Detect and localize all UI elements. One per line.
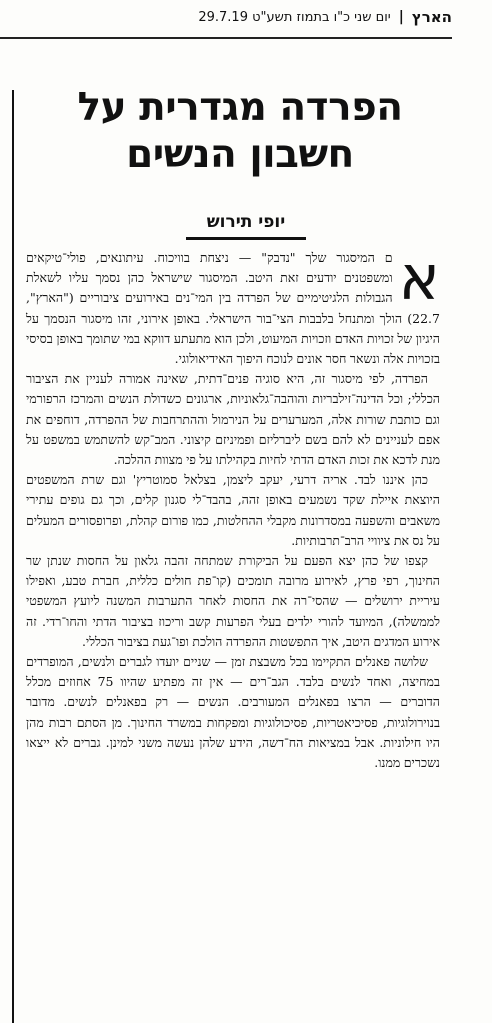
column-rule — [12, 90, 14, 1023]
paragraph — [26, 241, 440, 369]
article-headline — [20, 84, 460, 178]
page-header — [0, 0, 460, 34]
newspaper-name: הארץ — [411, 8, 452, 26]
date-line: יום שני כ"ו בתמוז תשע"ט 29.7.19 — [198, 9, 391, 25]
author-byline: יופי תירוש — [186, 212, 306, 240]
paragraph-text: ם המיסגור שלך "נדבק" — ניצחת בוויכוח. עיתונאים, פולי־טיקאים ומשפטנים יודעים זאת היטב. המיסגור שישראל כהן נסמך עליו לשאלת הגבולות הלגיטימיים של הפרדה בין המי־נים באירועים ציבוריים ("הארץ", 22.7) הולך ומתנחל בלבבות הצי־בור הישראלי. באופן אירוני, זהו מיסגור הנסמך על היגיון של זכויות האדם וזכויות המיעוט, ולכן הוא מתעתע דווקא במי שתומך באופן בסיסי בזכויות אלה ונשאר חסר אונים לנוכח היפוך האידיאולוגי. — [26, 250, 440, 367]
drop-cap: א — [398, 241, 440, 314]
paragraph: הפרדה, לפי מיסגור זה, היא סוגיה פנים־דתית, שאינה אמורה לעניין את הציבור הכללי; וכל הדינה־זילבריות והוהבה־גלאוניות, ארגונים כשדולת הנשים והמרכז הרפורמי וגם כותבת שורות אלה, המערערים על הנירמול וההתרחבות של ההפרדה, דוחפים את אפם לעניינים לא להם בשם ליברליזם ופמיניזם קיצוני. המב־קש להשתמש במשפט על מנת לדכא את זכות האדם הדתי לחיות בקהילתו על פי מצוות ההלכה. — [26, 371, 440, 468]
paragraph: כהן איננו לבד. אריה דרעי, יעקב ליצמן, בצלאל סמוטריץ' וגם שרת המשפטים היוצאת איילת שקד נשמעים באופן זהה, בהבד־לי סגנון קלים, וכך גם גופים עתירי משאבים והשפעה במסדרונות מקבלי ההחלטות, כמו פורום קהלת, ופרופסורים המעלים על נס את ציוויי הרב־תרבותיות. — [26, 472, 440, 548]
headline-line-1: הפרדה מגדרית על — [77, 85, 403, 130]
paragraph: שלושה פאנלים התקיימו בכל משבצת זמן — שניים יועדו לגברים ולנשים, המופרדים במחיצה, ואחד לנשים בלבד. הגב־רים — אין זה מפתיע שהיוו 75 אחוזים מכלל הדוברים — הרצו בפאנלים המעורבים. הנשים — רק בפאנלים לנשים. מדובר בנוירולוגיות, פסיכיאטריות, פסיכולוגיות ומפקחות במשרד החינוך. מן הסתם רבות מהן היו חילוניות. אבל במציאות הח־דשה, הידע שלהן נעשה משני למינן. גברים לא ייצאו נשכרים ממנו. — [26, 654, 440, 771]
header-rule — [0, 37, 452, 39]
headline-line-2: חשבון הנשים — [126, 132, 354, 177]
header-separator: | — [398, 9, 404, 25]
article-body — [26, 241, 440, 773]
paragraph: קצפו של כהן יצא הפעם על הביקורת שמתחה זהבה גלאון על החסות שנתן שר החינוך, רפי פרץ, לאירוע מרובה תומכים (קו־פת חולים כללית, חברת טבע, ואפילו עיריית ירושלים — שהסי־רה את החסות לאחר התערבות המשנה ליועץ המשפטי לממשלה), המיועד להורי ילדים בעלי הפרעות קשב וריכוז בציבור הדתי והחו־רדי. זה אירוע המדגים היטב, איך התפשטות ההפרדה הולכת ופו־געת בציבור הכללי. — [26, 553, 440, 649]
